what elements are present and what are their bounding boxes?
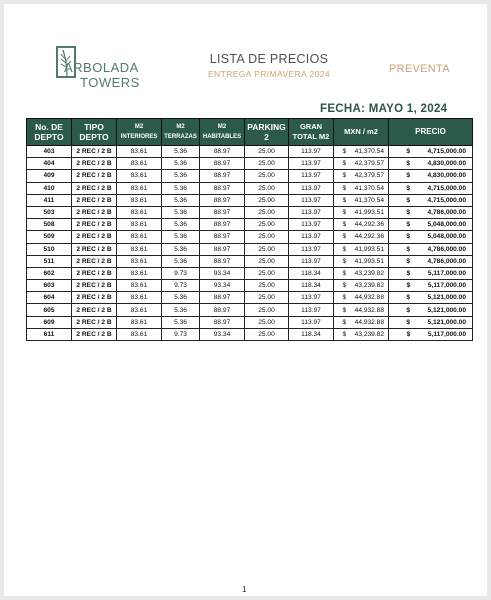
mxn-per-m2-cell [334,328,389,340]
currency-symbol: $ [406,282,411,290]
m2-habitables-cell: 88.97 [200,255,245,267]
m2-interiores-cell: 83.61 [117,206,162,218]
price-value: 5,048,000.00 [427,221,466,229]
depto-type-cell: 2 REC / 2 B [72,304,117,316]
price-table [26,118,473,341]
depto-type-cell: 2 REC / 2 B [72,243,117,255]
table-row [27,206,473,218]
depto-number-cell: 404 [27,158,72,170]
m2-interiores-cell: 83.61 [117,243,162,255]
header-title-block [204,52,334,79]
m2-interiores-cell: 83.61 [117,182,162,194]
parking-cell: 25.00 [245,304,289,316]
depto-number-cell: 602 [27,267,72,279]
price-cell [389,267,473,279]
m2-habitables-cell: 88.97 [200,158,245,170]
m2-interiores-cell: 83.61 [117,328,162,340]
currency-symbol: $ [406,306,411,314]
column-header: GRAN TOTAL M2 [289,119,334,146]
price-value: 4,786,000.00 [427,257,466,265]
depto-number-cell: 511 [27,255,72,267]
m2-interiores-cell: 83.61 [117,170,162,182]
currency-symbol: $ [406,294,411,302]
gran-total-m2-cell: 113.97 [289,292,334,304]
m2-terrazas-cell: 5.36 [162,194,200,206]
m2-terrazas-cell: 5.36 [162,146,200,158]
table-row [27,328,473,340]
gran-total-m2-cell: 113.97 [289,206,334,218]
parking-cell: 25.00 [245,280,289,292]
currency-symbol: $ [406,209,411,217]
currency-symbol: $ [342,148,347,156]
depto-number-cell: 509 [27,231,72,243]
m2-terrazas-cell: 5.36 [162,158,200,170]
depto-number-cell: 604 [27,292,72,304]
currency-symbol: $ [406,172,411,180]
depto-number-cell: 410 [27,182,72,194]
m2-habitables-cell: 88.97 [200,194,245,206]
price-value: 5,121,000.00 [427,318,466,326]
table-row [27,316,473,328]
m2-habitables-cell: 88.97 [200,170,245,182]
depto-number-cell: 411 [27,194,72,206]
parking-cell: 25.00 [245,292,289,304]
m2-terrazas-cell: 5.36 [162,316,200,328]
m2-terrazas-cell: 9.73 [162,280,200,292]
depto-type-cell: 2 REC / 2 B [72,280,117,292]
m2-terrazas-cell: 5.36 [162,292,200,304]
price-cell [389,280,473,292]
mxn-per-m2-cell [334,243,389,255]
document-page [4,4,487,596]
currency-symbol: $ [342,257,347,265]
parking-cell: 25.00 [245,194,289,206]
mxn-per-m2-cell [334,292,389,304]
parking-cell: 25.00 [245,231,289,243]
m2-terrazas-cell: 5.36 [162,206,200,218]
table-row [27,304,473,316]
price-value: 4,715,000.00 [427,196,466,204]
m2-habitables-cell: 88.97 [200,243,245,255]
depto-type-cell: 2 REC / 2 B [72,170,117,182]
column-header: M2 INTERIORES [117,119,162,146]
mxn-per-m2-cell [334,206,389,218]
gran-total-m2-cell: 113.97 [289,316,334,328]
brand-name [64,60,140,90]
currency-symbol: $ [342,233,347,241]
depto-number-cell: 605 [27,304,72,316]
mxn-per-m2-cell [334,231,389,243]
gran-total-m2-cell: 113.97 [289,219,334,231]
price-value: 5,121,000.00 [427,306,466,314]
m2-terrazas-cell: 5.36 [162,182,200,194]
parking-cell: 25.00 [245,328,289,340]
mxn-per-m2-cell [334,255,389,267]
currency-symbol: $ [406,233,411,241]
table-row [27,243,473,255]
table-row [27,194,473,206]
currency-symbol: $ [342,221,347,229]
price-cell [389,292,473,304]
parking-cell: 25.00 [245,316,289,328]
currency-symbol: $ [406,221,411,229]
m2-interiores-cell: 83.61 [117,219,162,231]
price-cell [389,328,473,340]
currency-symbol: $ [342,294,347,302]
currency-symbol: $ [406,160,411,168]
price-value: 5,117,000.00 [427,282,466,290]
depto-type-cell: 2 REC / 2 B [72,292,117,304]
m2-interiores-cell: 83.61 [117,158,162,170]
price-value: 5,048,000.00 [427,233,466,241]
depto-type-cell: 2 REC / 2 B [72,316,117,328]
column-header: PRECIO [389,119,473,146]
price-value: 5,117,000.00 [427,269,466,277]
gran-total-m2-cell: 113.97 [289,255,334,267]
parking-cell: 25.00 [245,170,289,182]
column-header: TIPO DEPTO [72,119,117,146]
m2-interiores-cell: 83.61 [117,280,162,292]
m2-terrazas-cell: 5.36 [162,255,200,267]
m2-habitables-cell: 93.34 [200,280,245,292]
m2-interiores-cell: 83.61 [117,255,162,267]
currency-symbol: $ [406,148,411,156]
price-value: 4,715,000.00 [427,148,466,156]
m2-habitables-cell: 88.97 [200,304,245,316]
gran-total-m2-cell: 118.34 [289,328,334,340]
m2-interiores-cell: 83.61 [117,146,162,158]
mxn-per-m2-value: 41,370.54 [354,196,384,204]
table-row [27,170,473,182]
mxn-per-m2-cell [334,280,389,292]
mxn-per-m2-cell [334,158,389,170]
depto-type-cell: 2 REC / 2 B [72,231,117,243]
currency-symbol: $ [406,330,411,338]
price-cell [389,316,473,328]
gran-total-m2-cell: 113.97 [289,182,334,194]
brand-line2: TOWERS [80,75,140,90]
currency-symbol: $ [342,269,347,277]
currency-symbol: $ [342,172,347,180]
price-cell [389,206,473,218]
depto-type-cell: 2 REC / 2 B [72,182,117,194]
mxn-per-m2-value: 41,993.51 [354,257,384,265]
parking-cell: 25.00 [245,206,289,218]
currency-symbol: $ [406,245,411,253]
price-value: 5,117,000.00 [427,330,466,338]
price-cell [389,219,473,231]
price-cell [389,231,473,243]
gran-total-m2-cell: 113.97 [289,231,334,243]
m2-habitables-cell: 88.97 [200,206,245,218]
mxn-per-m2-cell [334,182,389,194]
mxn-per-m2-cell [334,267,389,279]
parking-cell: 25.00 [245,146,289,158]
depto-type-cell: 2 REC / 2 B [72,206,117,218]
depto-number-cell: 609 [27,316,72,328]
m2-terrazas-cell: 5.36 [162,219,200,231]
m2-habitables-cell: 88.97 [200,231,245,243]
price-value: 4,830,000.00 [427,172,466,180]
mxn-per-m2-value: 43,239.82 [354,330,384,338]
table-row [27,219,473,231]
price-value: 4,786,000.00 [427,245,466,253]
m2-terrazas-cell: 5.36 [162,304,200,316]
column-header: No. DE DEPTO [27,119,72,146]
m2-terrazas-cell: 9.73 [162,328,200,340]
mxn-per-m2-value: 42,379.57 [354,172,384,180]
m2-terrazas-cell: 5.36 [162,170,200,182]
brand-logo [56,46,146,98]
price-cell [389,243,473,255]
mxn-per-m2-value: 44,932.88 [354,306,384,314]
price-table-body [27,146,473,341]
table-row [27,231,473,243]
m2-interiores-cell: 83.61 [117,316,162,328]
mxn-per-m2-cell [334,304,389,316]
mxn-per-m2-value: 41,993.51 [354,245,384,253]
m2-interiores-cell: 83.61 [117,231,162,243]
gran-total-m2-cell: 118.34 [289,280,334,292]
mxn-per-m2-value: 44,292.36 [354,233,384,241]
table-row [27,280,473,292]
currency-symbol: $ [406,196,411,204]
depto-type-cell: 2 REC / 2 B [72,146,117,158]
m2-habitables-cell: 88.97 [200,316,245,328]
price-value: 4,715,000.00 [427,184,466,192]
currency-symbol: $ [342,196,347,204]
m2-habitables-cell: 88.97 [200,182,245,194]
m2-interiores-cell: 83.61 [117,267,162,279]
mxn-per-m2-cell [334,194,389,206]
table-row [27,267,473,279]
depto-type-cell: 2 REC / 2 B [72,328,117,340]
currency-symbol: $ [342,160,347,168]
m2-habitables-cell: 88.97 [200,146,245,158]
currency-symbol: $ [342,330,347,338]
currency-symbol: $ [342,184,347,192]
date-label: FECHA: MAYO 1, 2024 [320,103,448,115]
currency-symbol: $ [406,257,411,265]
m2-habitables-cell: 88.97 [200,219,245,231]
mxn-per-m2-value: 44,932.88 [354,294,384,302]
depto-type-cell: 2 REC / 2 B [72,219,117,231]
parking-cell: 25.00 [245,219,289,231]
depto-type-cell: 2 REC / 2 B [72,255,117,267]
price-cell [389,146,473,158]
table-row [27,255,473,267]
depto-number-cell: 403 [27,146,72,158]
depto-number-cell: 409 [27,170,72,182]
m2-habitables-cell: 93.34 [200,328,245,340]
page-number: 1 [242,585,247,594]
parking-cell: 25.00 [245,243,289,255]
m2-interiores-cell: 83.61 [117,304,162,316]
table-row [27,146,473,158]
table-header-row [27,119,473,146]
depto-number-cell: 510 [27,243,72,255]
column-header: PARKING 2 [245,119,289,146]
gran-total-m2-cell: 113.97 [289,304,334,316]
column-header: M2 HABITABLES [200,119,245,146]
gran-total-m2-cell: 113.97 [289,194,334,206]
page-title: LISTA DE PRECIOS [209,52,329,66]
m2-terrazas-cell: 5.36 [162,243,200,255]
currency-symbol: $ [406,184,411,192]
gran-total-m2-cell: 113.97 [289,158,334,170]
mxn-per-m2-value: 41,370.54 [354,148,384,156]
price-cell [389,182,473,194]
currency-symbol: $ [406,269,411,277]
currency-symbol: $ [342,209,347,217]
parking-cell: 25.00 [245,267,289,279]
gran-total-m2-cell: 113.97 [289,243,334,255]
gran-total-m2-cell: 118.34 [289,267,334,279]
status-badge: PREVENTA [389,63,450,75]
price-value: 5,121,000.00 [427,294,466,302]
gran-total-m2-cell: 113.97 [289,146,334,158]
currency-symbol: $ [342,282,347,290]
table-row [27,292,473,304]
mxn-per-m2-cell [334,146,389,158]
m2-habitables-cell: 88.97 [200,292,245,304]
page-subtitle: ENTREGA PRIMAVERA 2024 [207,69,331,79]
table-row [27,158,473,170]
column-header: MXN / m2 [334,119,389,146]
brand-line1: ARBOLADA [64,60,139,75]
currency-symbol: $ [342,245,347,253]
mxn-per-m2-value: 43,239.82 [354,269,384,277]
parking-cell: 25.00 [245,182,289,194]
gran-total-m2-cell: 113.97 [289,170,334,182]
currency-symbol: $ [342,306,347,314]
mxn-per-m2-cell [334,316,389,328]
m2-habitables-cell: 93.34 [200,267,245,279]
column-header: M2 TERRAZAS [162,119,200,146]
m2-terrazas-cell: 9.73 [162,267,200,279]
depto-type-cell: 2 REC / 2 B [72,158,117,170]
mxn-per-m2-value: 44,292.36 [354,221,384,229]
mxn-per-m2-value: 43,239.82 [354,282,384,290]
depto-number-cell: 603 [27,280,72,292]
price-value: 4,830,000.00 [427,160,466,168]
depto-type-cell: 2 REC / 2 B [72,194,117,206]
m2-interiores-cell: 83.61 [117,194,162,206]
mxn-per-m2-value: 41,370.54 [354,184,384,192]
table-row [27,182,473,194]
price-cell [389,255,473,267]
currency-symbol: $ [406,318,411,326]
price-cell [389,170,473,182]
mxn-per-m2-cell [334,170,389,182]
depto-number-cell: 611 [27,328,72,340]
depto-type-cell: 2 REC / 2 B [72,267,117,279]
mxn-per-m2-value: 41,993.51 [354,209,384,217]
m2-interiores-cell: 83.61 [117,292,162,304]
parking-cell: 25.00 [245,255,289,267]
price-cell [389,158,473,170]
m2-terrazas-cell: 5.36 [162,231,200,243]
price-value: 4,786,000.00 [427,209,466,217]
mxn-per-m2-value: 44,932.88 [354,318,384,326]
mxn-per-m2-cell [334,219,389,231]
depto-number-cell: 503 [27,206,72,218]
price-cell [389,304,473,316]
mxn-per-m2-value: 42,379.57 [354,160,384,168]
depto-number-cell: 508 [27,219,72,231]
price-cell [389,194,473,206]
parking-cell: 25.00 [245,158,289,170]
currency-symbol: $ [342,318,347,326]
